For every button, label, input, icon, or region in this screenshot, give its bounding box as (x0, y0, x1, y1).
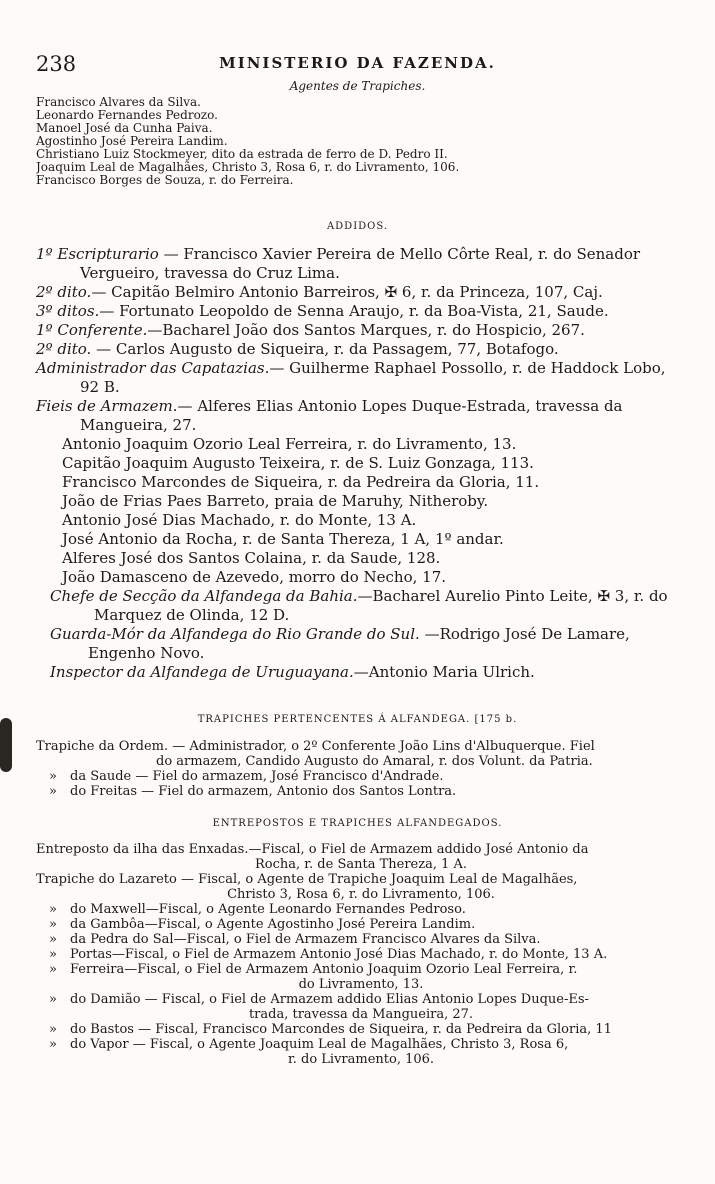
list-item (36, 302, 686, 321)
row-text: da Gambôa—Fiscal, o Agente Agostinho José Pereira Landim. (70, 917, 476, 932)
table-row (36, 947, 686, 962)
row-text: — Fiel do armazem, José Francisco d'Andrade. (131, 769, 444, 784)
ditto-mark: » (49, 947, 57, 962)
table-row: Trapiche do Lazareto — Fiscal, o Agente de Trapiche Joaquim Leal de Magalhães, (36, 872, 578, 887)
entry-text: —Antonio Maria Ulrich. (353, 663, 535, 681)
list-item: João de Frias Paes Barreto, praia de Maruhy, Nitheroby. (62, 492, 489, 510)
list-item: Joaquim Leal de Magalhães, Christo 3, Rosa 6, r. do Livramento, 106. (36, 161, 460, 174)
agentes-heading: Agentes de Trapiches. (289, 79, 426, 93)
entrepostos-list (36, 842, 686, 1067)
list-item: José Antonio da Rocha, r. de Santa Thereza, 1 A, 1º andar. (62, 530, 504, 548)
row-name: do Freitas (70, 784, 138, 799)
entry-text: — Alferes Elias Antonio Lopes Duque-Estrada, travessa da Mangueira, 27. (80, 397, 623, 434)
list-item (36, 321, 686, 340)
table-row (36, 1022, 686, 1037)
ditto-mark: » (49, 992, 57, 1007)
entry-text: —Rodrigo José De Lamare, Engenho Novo. (88, 625, 630, 662)
table-row (36, 784, 686, 799)
ditto-mark: » (49, 769, 57, 784)
trapiches-list (36, 739, 686, 799)
entry-text: — Fortunato Leopoldo de Senna Araujo, r. da Boa-Vista, 21, Saude. (99, 302, 609, 320)
list-item: Antonio José Dias Machado, r. do Monte, 13 A. (62, 511, 417, 529)
row-text: — Administrador, o 2º Conferente João Lins d'Albuquerque. Fiel (168, 739, 595, 754)
entry-text: — Guilherme Raphael Possollo, r. de Haddock Lobo, 92 B. (80, 359, 666, 396)
entrepostos-heading: ENTREPOSTOS E TRAPICHES ALFANDEGADOS. (212, 818, 503, 829)
row-text: Ferreira—Fiscal, o Fiel de Armazem Antonio Joaquim Ozorio Leal Ferreira, r. (70, 962, 578, 977)
list-item: Francisco Borges de Souza, r. do Ferreira. (36, 174, 294, 187)
role-label: Administrador das Capatazias. (36, 359, 270, 377)
list-item (36, 340, 686, 359)
role-label: 2º dito. (36, 283, 92, 301)
row-text: do Bastos — Fiscal, Francisco Marcondes de Siqueira, r. da Pedreira da Gloria, 11 (70, 1022, 612, 1037)
row-continuation: r. do Livramento, 106. (287, 1052, 435, 1067)
ditto-mark: » (49, 784, 57, 799)
page-number: 238 (36, 52, 77, 76)
row-text: do Damião — Fiscal, o Fiel de Armazem addido Elias Antonio Lopes Duque-Es- (70, 992, 589, 1007)
list-item (36, 359, 686, 397)
list-item: Francisco Marcondes de Siqueira, r. da Pedreira da Gloria, 11. (62, 473, 540, 491)
list-item (36, 397, 686, 435)
row-continuation: Christo 3, Rosa 6, r. do Livramento, 106. (227, 887, 495, 902)
list-item: Christiano Luiz Stockmeyer, dito da estrada de ferro de D. Pedro II. (36, 148, 448, 161)
list-item: Leonardo Fernandes Pedrozo. (36, 109, 218, 122)
role-label: Inspector da Alfandega de Uruguayana. (50, 663, 354, 681)
row-continuation: do armazem, Candido Augusto do Amaral, r. dos Volunt. da Patria. (156, 754, 593, 769)
ditto-mark: » (49, 917, 57, 932)
entry-text: —Bacharel João dos Santos Marques, r. do Hospicio, 267. (147, 321, 585, 339)
ditto-mark: » (49, 1022, 57, 1037)
list-item: Capitão Joaquim Augusto Teixeira, r. de S. Luiz Gonzaga, 113. (62, 454, 534, 472)
addidos-heading: ADDIDOS. (326, 221, 389, 232)
row-name: Trapiche da Ordem. (36, 739, 169, 754)
table-row: Entreposto da ilha das Enxadas.—Fiscal, o Fiel de Armazem addido José Antonio da (36, 842, 589, 857)
row-text: do Vapor — Fiscal, o Agente Joaquim Leal de Magalhães, Christo 3, Rosa 6, (70, 1037, 569, 1052)
row-continuation: trada, travessa da Mangueira, 27. (248, 1007, 474, 1022)
entry-text: — Francisco Xavier Pereira de Mello Côrte Real, r. do Senador Vergueiro, travessa do Cruz Lima. (80, 245, 641, 282)
list-item: Manoel José da Cunha Paiva. (36, 122, 213, 135)
row-name: da Saude (70, 769, 132, 784)
role-label: 2º dito. (36, 340, 92, 358)
list-item (36, 587, 686, 625)
entry-text: —Bacharel Aurelio Pinto Leite, ✠ 3, r. do Marquez de Olinda, 12 D. (94, 587, 668, 624)
row-text: Portas—Fiscal, o Fiel de Armazem Antonio José Dias Machado, r. do Monte, 13 A. (70, 947, 608, 962)
list-item (36, 625, 686, 663)
ditto-mark: » (49, 962, 57, 977)
table-row (36, 917, 686, 932)
list-item: Francisco Alvares da Silva. (36, 96, 201, 109)
list-item: Antonio Joaquim Ozorio Leal Ferreira, r. do Livramento, 13. (62, 435, 517, 453)
role-label: Fieis de Armazem. (36, 397, 178, 415)
ditto-mark: » (49, 932, 57, 947)
role-label: Guarda-Mór da Alfandega do Rio Grande do Sul. (50, 625, 420, 643)
entry-text: — Capitão Belmiro Antonio Barreiros, ✠ 6, r. da Princeza, 107, Caj. (91, 283, 603, 301)
table-row (36, 1037, 686, 1052)
list-item: Agostinho José Pereira Landim. (36, 135, 228, 148)
row-continuation: Rocha, r. de Santa Thereza, 1 A. (254, 857, 468, 872)
table-row (36, 739, 686, 754)
table-row (36, 932, 686, 947)
list-item: Alferes José dos Santos Colaina, r. da Saude, 128. (62, 549, 441, 567)
list-item (36, 283, 686, 302)
list-item: João Damasceno de Azevedo, morro do Necho, 17. (62, 568, 447, 586)
list-item (36, 245, 686, 283)
binding-mark (0, 718, 12, 772)
role-label: 1º Escripturario (36, 245, 159, 263)
agentes-list (36, 96, 686, 187)
ditto-mark: » (49, 902, 57, 917)
role-label: 1º Conferente. (36, 321, 148, 339)
running-header: MINISTERIO DA FAZENDA. (219, 54, 496, 72)
role-label: 3º ditos. (36, 302, 100, 320)
table-row (36, 992, 686, 1007)
trapiches-heading: TRAPICHES PERTENCENTES Á ALFANDEGA. [175 b. (197, 714, 518, 725)
ditto-mark: » (49, 1037, 57, 1052)
row-text: — Fiel do armazem, Antonio dos Santos Lontra. (137, 784, 457, 799)
table-row (36, 902, 686, 917)
row-continuation: do Livramento, 13. (298, 977, 424, 992)
entry-text: — Carlos Augusto de Siqueira, r. da Passagem, 77, Botafogo. (91, 340, 559, 358)
role-label: Chefe de Secção da Alfandega da Bahia. (50, 587, 358, 605)
table-row (36, 962, 686, 977)
table-row (36, 769, 686, 784)
row-text: da Pedra do Sal—Fiscal, o Fiel de Armazem Francisco Alvares da Silva. (70, 932, 541, 947)
row-text: do Maxwell—Fiscal, o Agente Leonardo Fernandes Pedroso. (70, 902, 466, 917)
list-item (36, 663, 686, 682)
addidos-list (36, 245, 686, 682)
